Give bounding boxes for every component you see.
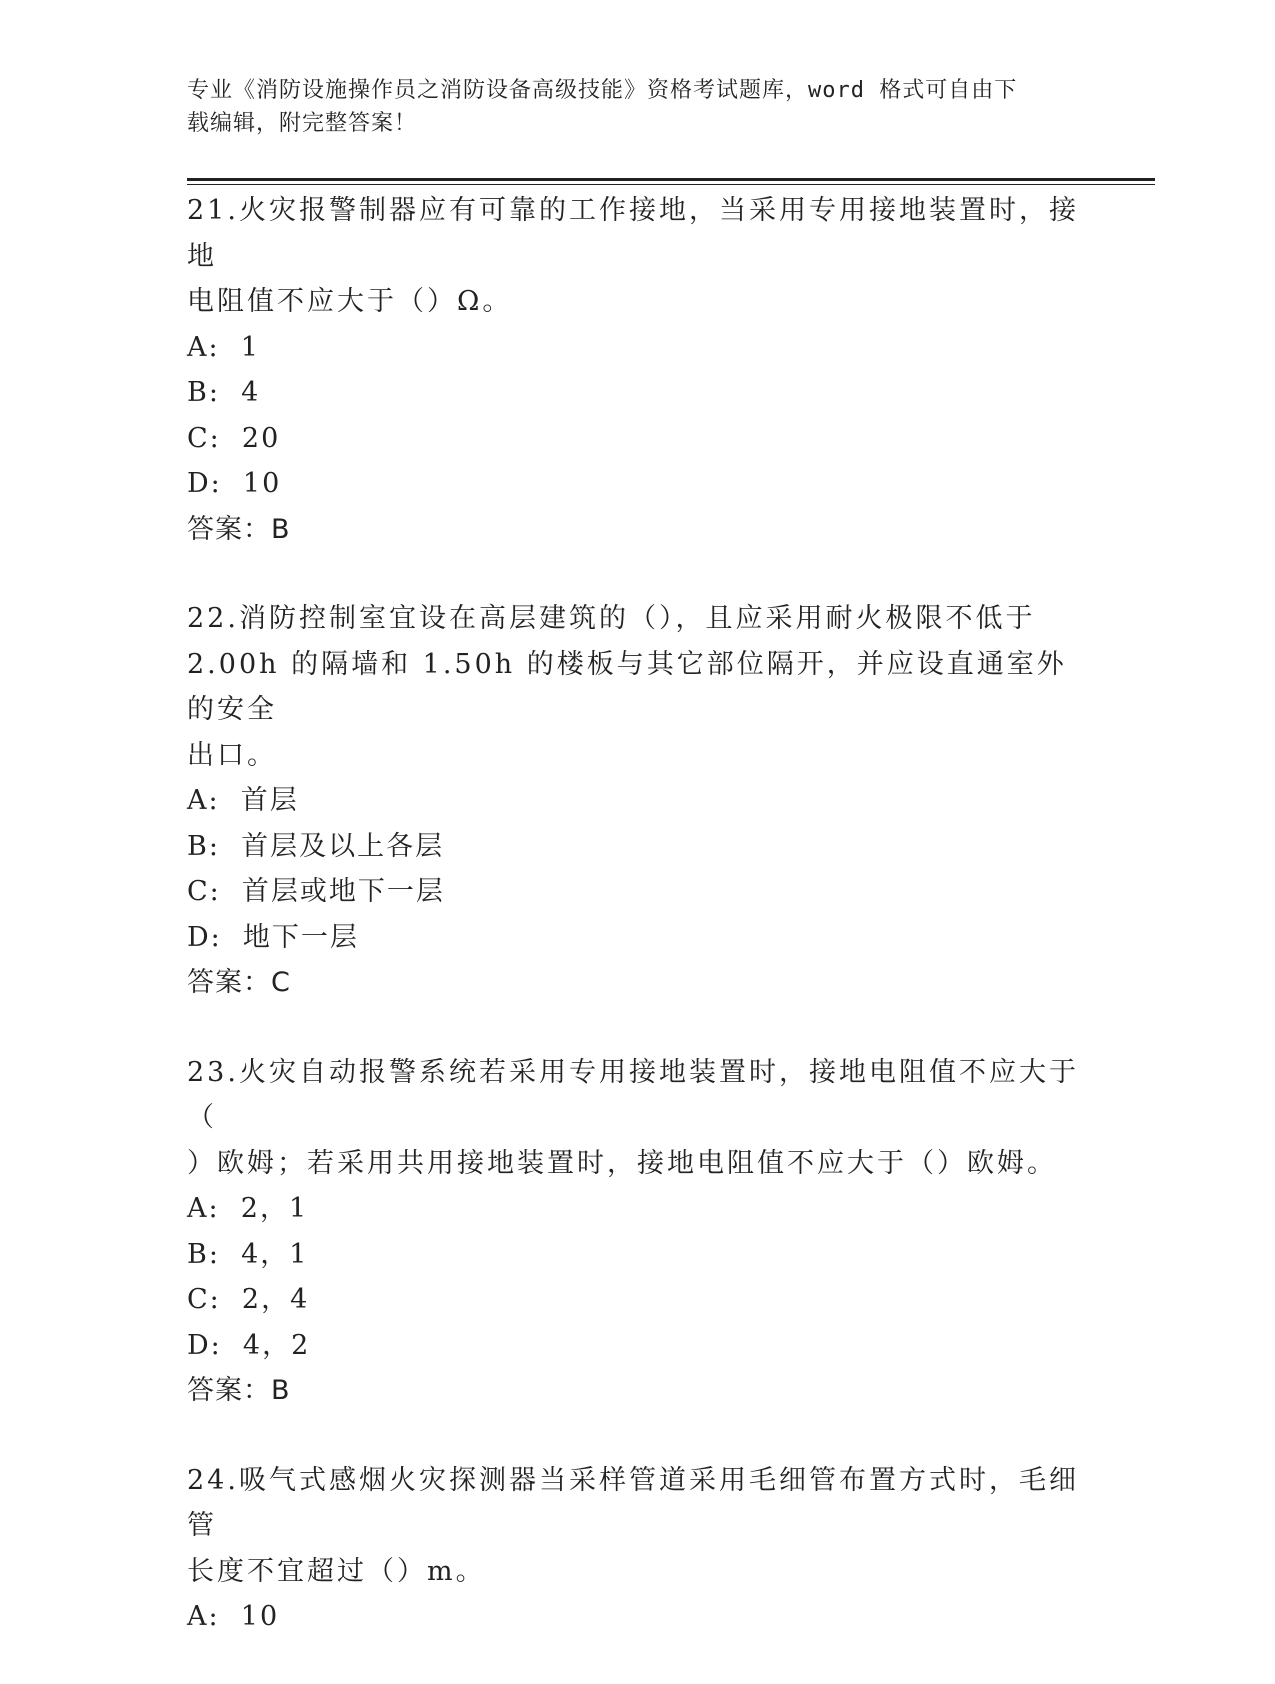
question-line: 2.00h 的隔墙和 1.50h 的楼板与其它部位隔开，并应设直通室外的安全 [187, 648, 1067, 725]
question-line: 电阻值不应大于（）Ω。 [187, 286, 513, 317]
question-list [187, 188, 1087, 1684]
question-line: 出口。 [187, 739, 277, 771]
question-line: 24.吸气式感烟火灾探测器当采样管道采用毛细管布置方式时，毛细管 [187, 1464, 1079, 1541]
document-header [187, 74, 1067, 140]
question-line: 22.消防控制室宜设在高层建筑的（），且应采用耐火极限不低于 [187, 603, 1036, 634]
option-b: B: 首层及以上各层 [187, 830, 445, 862]
option-b: B: 4 [187, 377, 261, 408]
answer-line: 答案：B [187, 513, 291, 545]
option-b: B: 4，1 [187, 1238, 309, 1270]
question-22 [187, 596, 1087, 1006]
option-a: A: 1 [187, 331, 260, 363]
question-23 [187, 1050, 1087, 1414]
question-line: 23.火灾自动报警系统若采用专用接地装置时，接地电阻值不应大于（ [187, 1056, 1079, 1133]
header-line-2: 载编辑，附完整答案！ [187, 111, 418, 136]
question-21 [187, 188, 1087, 552]
header-line-1: 专业《消防设施操作员之消防设备高级技能》资格考试题库，word 格式可自由下 [187, 78, 1018, 103]
question-stem [187, 188, 1087, 325]
header-divider-thick [187, 178, 1155, 181]
question-stem [187, 1458, 1087, 1595]
option-c: C: 首层或地下一层 [187, 876, 445, 907]
option-d: D: 地下一层 [187, 921, 359, 953]
option-d: D: 4，2 [187, 1329, 311, 1361]
question-24 [187, 1458, 1087, 1640]
answer-line: 答案：B [187, 1375, 291, 1406]
option-a: A: 首层 [187, 785, 299, 816]
question-stem [187, 596, 1087, 778]
question-line: 长度不宜超过（）m。 [187, 1555, 486, 1587]
option-c: C: 2，4 [187, 1284, 310, 1315]
question-stem [187, 1050, 1087, 1187]
option-d: D: 10 [187, 468, 282, 499]
answer-line: 答案：C [187, 967, 291, 998]
question-line: 21.火灾报警制器应有可靠的工作接地，当采用专用接地装置时，接地 [187, 195, 1079, 272]
header-divider-thin [187, 184, 1155, 185]
option-a: A: 2，1 [187, 1193, 309, 1224]
option-a: A: 10 [187, 1601, 280, 1632]
option-c: C: 20 [187, 422, 281, 454]
question-line: ）欧姆；若采用共用接地装置时，接地电阻值不应大于（）欧姆。 [187, 1147, 1057, 1179]
